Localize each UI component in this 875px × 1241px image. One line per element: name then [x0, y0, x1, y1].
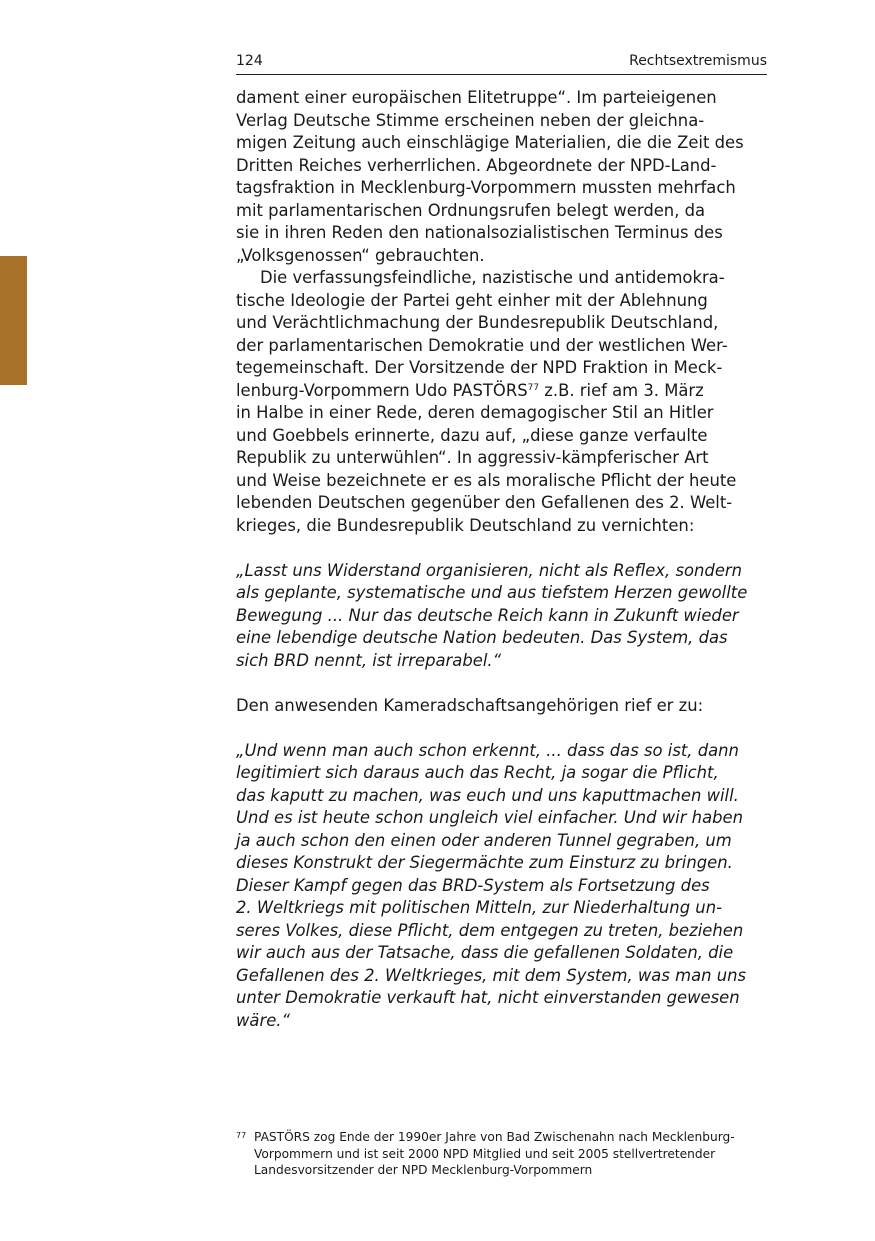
- main-text: [236, 87, 767, 1032]
- text-line: und Goebbels erinnerte, dazu auf, „diese ganze verfaulte: [236, 425, 708, 445]
- text-line: „Volksgenossen“ gebrauchten.: [236, 245, 485, 265]
- quote-line: „Lasst uns Widerstand organisieren, nicht als Reflex, sondern: [236, 560, 743, 580]
- footnote-line: Landesvorsitzender der NPD Mecklenburg-Vorpommern: [254, 1163, 593, 1177]
- quote-line: legitimiert sich daraus auch das Recht, ja sogar die Pflicht,: [236, 763, 719, 782]
- text-line: migen Zeitung auch einschlägige Materialien, die die Zeit des: [236, 133, 744, 152]
- chapter-tab-marker: [0, 256, 27, 385]
- quote-line: wir auch aus der Tatsache, dass die gefallenen Soldaten, die: [236, 943, 734, 962]
- quote-line: Dieser Kampf gegen das BRD-System als Fortsetzung des: [236, 875, 710, 895]
- text-line: Republik zu unterwühlen“. In aggressiv-kämpferischer Art: [236, 448, 709, 467]
- page-number: 124: [236, 53, 263, 69]
- text-line: tagsfraktion in Mecklenburg-Vorpommern mussten mehrfach: [236, 178, 736, 197]
- spacer: [236, 537, 767, 560]
- quote-line: Gefallenen des 2. Weltkrieges, mit dem System, was man uns: [236, 965, 747, 985]
- quote-line: Bewegung ... Nur das deutsche Reich kann in Zukunft wieder: [236, 605, 739, 625]
- text-line: in Halbe in einer Rede, deren demagogischer Stil an Hitler: [236, 403, 714, 422]
- text-line: Die verfassungsfeindliche, nazistische und antidemokra-: [260, 268, 725, 287]
- quote-block-1: [236, 560, 767, 673]
- text-line: lebenden Deutschen gegenüber den Gefallenen des 2. Welt-: [236, 493, 733, 512]
- text-line: und Verächtlichmachung der Bundesrepublik Deutschland,: [236, 313, 719, 332]
- quote-line: als geplante, systematische und aus tiefstem Herzen gewollte: [236, 583, 748, 602]
- text-line: dament einer europäischen Elitetruppe“. Im parteieigenen: [236, 88, 717, 107]
- quote-line: sich BRD nennt, ist irreparabel.“: [236, 650, 502, 670]
- page-header: [236, 52, 767, 75]
- quote-line: unter Demokratie verkauft hat, nicht einverstanden gewesen: [236, 988, 740, 1007]
- quote-line: das kaputt zu machen, was euch und uns kaputtmachen will.: [236, 785, 739, 805]
- running-title: Rechtsextremismus: [629, 53, 767, 69]
- text-line: sie in ihren Reden den nationalsozialistischen Terminus des: [236, 223, 723, 242]
- text-line: tegemeinschaft. Der Vorsitzende der NPD Fraktion in Meck-: [236, 358, 723, 377]
- text-line: Den anwesenden Kameradschaftsangehörigen rief er zu:: [236, 695, 704, 715]
- footnote-reference[interactable]: 77: [527, 382, 540, 393]
- text-line: der parlamentarischen Demokratie und der westlichen Wer-: [236, 335, 728, 355]
- footnote-line: PASTÖRS zog Ende der 1990er Jahre von Bad Zwischenahn nach Mecklenburg-: [254, 1130, 735, 1144]
- intro-paragraph: [236, 695, 767, 718]
- quote-line: eine lebendige deutsche Nation bedeuten. Das System, das: [236, 628, 728, 647]
- text-line: Verlag Deutsche Stimme erscheinen neben der gleichna-: [236, 110, 705, 130]
- spacer: [236, 672, 767, 695]
- quote-line: seres Volkes, diese Pflicht, dem entgegen zu treten, beziehen: [236, 920, 744, 940]
- text-line: Dritten Reiches verherrlichen. Abgeordnete der NPD-Land-: [236, 155, 717, 175]
- quote-line: wäre.“: [236, 1010, 290, 1030]
- quote-line: ja auch schon den einen oder anderen Tunnel gegraben, um: [236, 830, 732, 850]
- text-line: tische Ideologie der Partei geht einher mit der Ablehnung: [236, 290, 708, 310]
- quote-line: dieses Konstrukt der Siegermächte zum Einsturz zu bringen.: [236, 853, 733, 872]
- text-line: krieges, die Bundesrepublik Deutschland zu vernichten:: [236, 515, 695, 535]
- text-line: und Weise bezeichnete er es als moralische Pflicht der heute: [236, 470, 737, 490]
- footnote-number: 77: [236, 1131, 247, 1140]
- footnote-line: Vorpommern und ist seit 2000 NPD Mitglied und seit 2005 stellvertretender: [254, 1146, 716, 1161]
- text-line-with-footnote: [236, 380, 767, 403]
- text-line: mit parlamentarischen Ordnungsrufen belegt werden, da: [236, 200, 706, 220]
- paragraph-2: [236, 267, 767, 537]
- text-fragment: lenburg-Vorpommern Udo PASTÖRS: [236, 380, 528, 400]
- quote-line: 2. Weltkriegs mit politischen Mitteln, zur Niederhaltung un-: [236, 898, 722, 917]
- text-fragment: z.B. rief am 3. März: [539, 380, 704, 400]
- spacer: [236, 717, 767, 740]
- footnote-text: [254, 1129, 767, 1179]
- paragraph-1: [236, 87, 767, 267]
- footnote-77: [236, 1129, 767, 1179]
- quote-block-2: [236, 740, 767, 1033]
- quote-line: „Und wenn man auch schon erkennt, ... dass das so ist, dann: [236, 740, 739, 760]
- quote-line: Und es ist heute schon ungleich viel einfacher. Und wir haben: [236, 808, 743, 827]
